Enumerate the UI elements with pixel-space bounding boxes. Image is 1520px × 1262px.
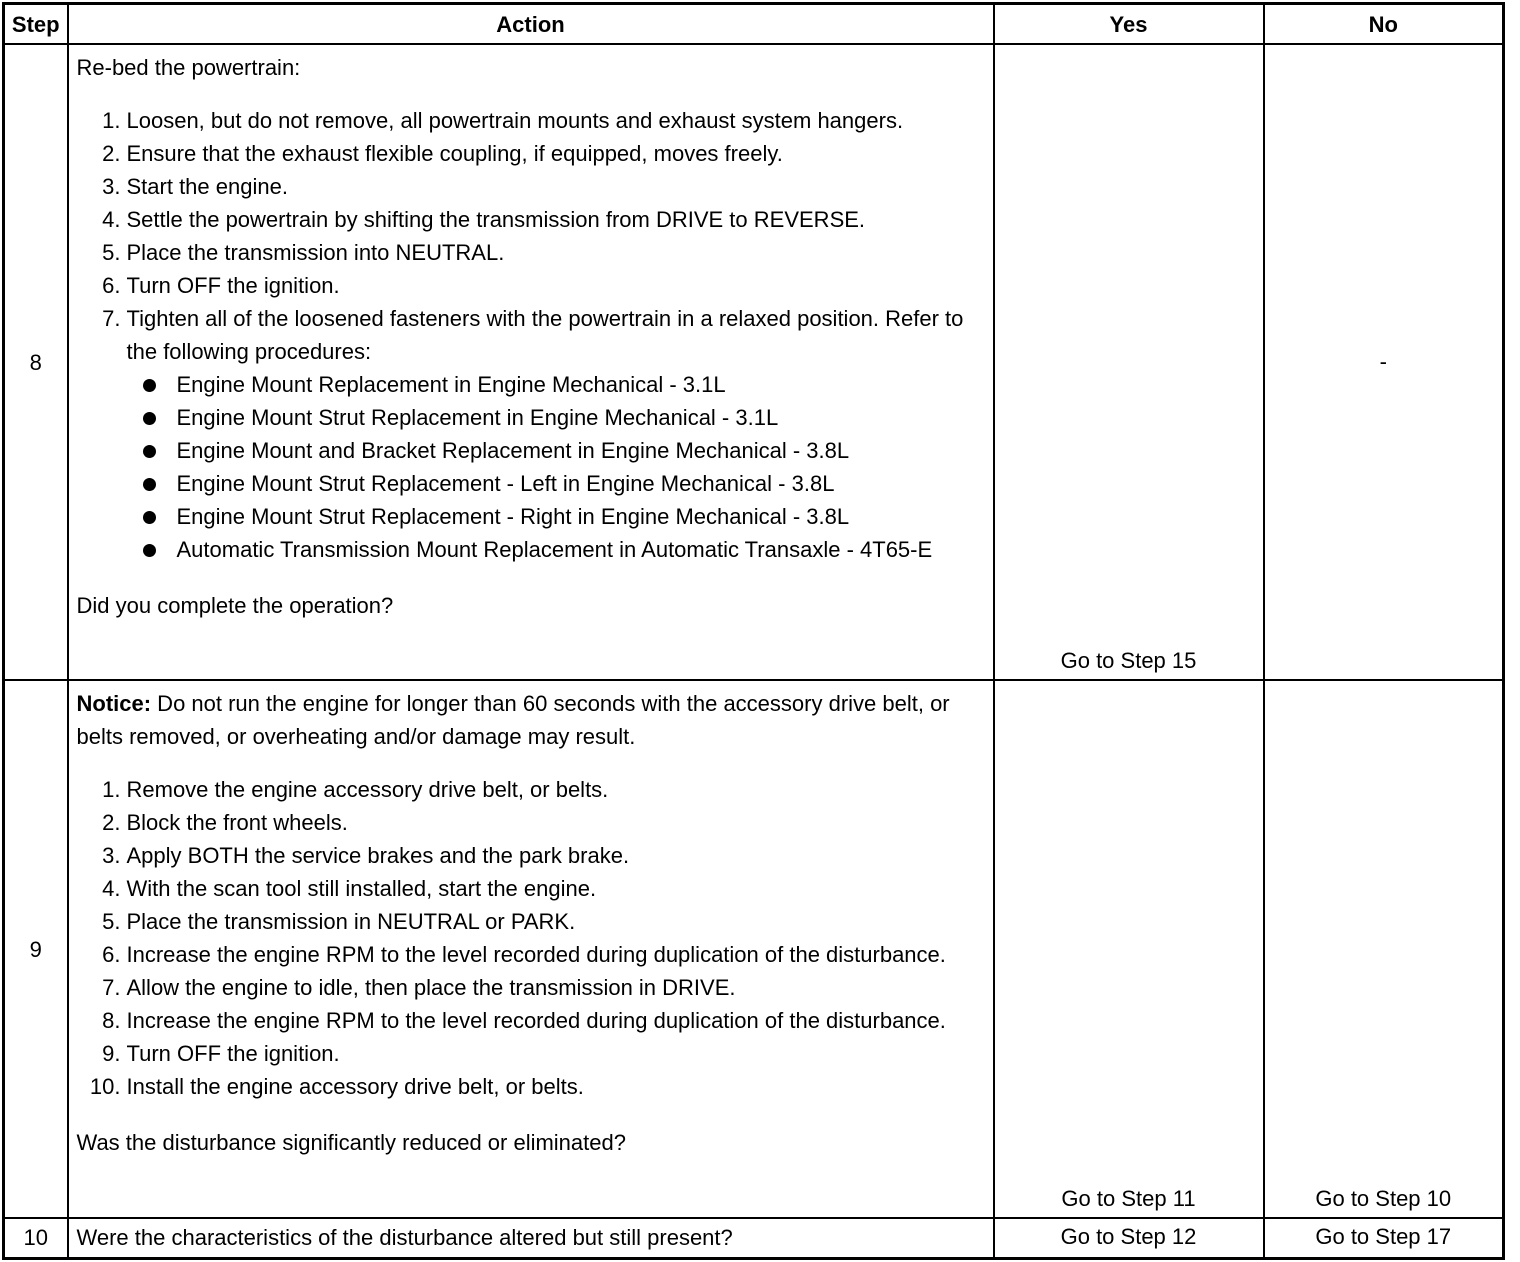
item-number: 10.: [89, 1074, 121, 1099]
no-result: Go to Step 10: [1264, 680, 1504, 1218]
no-result: -: [1264, 44, 1504, 680]
sublist-item: [127, 434, 985, 467]
list-item: [77, 203, 985, 236]
no-result: Go to Step 17: [1264, 1218, 1504, 1258]
notice-label: Notice:: [76, 691, 152, 716]
bullet-icon: [127, 500, 177, 533]
sublist-item-text: Engine Mount Strut Replacement in Engine Mechanical - 3.1L: [176, 405, 779, 430]
yes-result: Go to Step 12: [994, 1218, 1264, 1258]
item-number: 8.: [102, 1008, 121, 1033]
header-action: Action: [68, 4, 994, 45]
list-item: [77, 137, 985, 170]
item-number: 3.: [102, 843, 121, 868]
list-item: [77, 1004, 985, 1037]
item-text: Place the transmission into NEUTRAL.: [126, 240, 505, 265]
sublist-item-text: Engine Mount Replacement in Engine Mechanical - 3.1L: [176, 372, 726, 397]
item-text: Remove the engine accessory drive belt, or belts.: [126, 777, 609, 802]
item-text: Turn OFF the ignition.: [126, 1041, 340, 1066]
sublist-item: [127, 401, 985, 434]
item-text: Increase the engine RPM to the level recorded during duplication of the disturbance.: [126, 942, 946, 967]
item-text: With the scan tool still installed, start the engine.: [126, 876, 597, 901]
list-item: [77, 872, 985, 905]
list-item: [77, 806, 985, 839]
list-item: [77, 302, 985, 566]
list-item: [77, 839, 985, 872]
item-text: Block the front wheels.: [126, 810, 348, 835]
list-item: [77, 1037, 985, 1070]
item-number: 3.: [102, 174, 121, 199]
sublist-item: [127, 500, 985, 533]
table-row-step-9: [4, 680, 1504, 1218]
item-number: 5.: [102, 909, 121, 934]
step-number: 8: [4, 44, 68, 680]
header-yes: Yes: [994, 4, 1264, 45]
item-number: 2.: [102, 810, 121, 835]
diagnostic-table: [2, 2, 1505, 1260]
item-number: 9.: [102, 1041, 121, 1066]
item-text: Allow the engine to idle, then place the transmission in DRIVE.: [126, 975, 736, 1000]
item-text: Turn OFF the ignition.: [126, 273, 340, 298]
procedure-sublist: [127, 368, 985, 566]
sublist-item-text: Engine Mount Strut Replacement - Right in Engine Mechanical - 3.8L: [176, 504, 850, 529]
list-item: [77, 104, 985, 137]
item-number: 4.: [102, 876, 121, 901]
header-row: [4, 4, 1504, 45]
list-item: [77, 905, 985, 938]
action-cell: [68, 680, 994, 1218]
item-number: 1.: [102, 777, 121, 802]
yes-result: Go to Step 15: [994, 44, 1264, 680]
item-text: Apply BOTH the service brakes and the park brake.: [126, 843, 630, 868]
item-number: 2.: [102, 141, 121, 166]
header-step: Step: [4, 4, 68, 45]
bullet-icon: [127, 401, 177, 434]
item-text: Settle the powertrain by shifting the transmission from DRIVE to REVERSE.: [126, 207, 866, 232]
item-number: 1.: [102, 108, 121, 133]
bullet-icon: [127, 467, 177, 500]
item-text: Place the transmission in NEUTRAL or PARK.: [126, 909, 576, 934]
item-number: 5.: [102, 240, 121, 265]
action-intro: Re-bed the powertrain:: [76, 55, 301, 80]
sublist-item-text: Automatic Transmission Mount Replacement in Automatic Transaxle - 4T65-E: [176, 537, 933, 562]
step-number: 10: [4, 1218, 68, 1258]
item-number: 7.: [102, 975, 121, 1000]
sublist-item: [127, 533, 985, 566]
list-item: [77, 269, 985, 302]
action-cell: [68, 44, 994, 680]
item-text: Tighten all of the loosened fasteners with the powertrain in a relaxed position. Refer to the following procedures:: [126, 306, 964, 364]
notice-text: Do not run the engine for longer than 60 seconds with the accessory drive belt, or belts removed, or overheating and/or damage may result.: [76, 691, 950, 749]
list-item: [77, 1070, 985, 1103]
action-question: Were the characteristics of the disturbance altered but still present?: [68, 1218, 994, 1258]
header-no: No: [1264, 4, 1504, 45]
bullet-icon: [127, 434, 177, 467]
sublist-item: [127, 368, 985, 401]
bullet-icon: [127, 533, 177, 566]
item-text: Loosen, but do not remove, all powertrain mounts and exhaust system hangers.: [126, 108, 904, 133]
item-number: 7.: [102, 306, 121, 331]
step-number: 9: [4, 680, 68, 1218]
list-item: [77, 971, 985, 1004]
item-text: Start the engine.: [126, 174, 288, 199]
sublist-item-text: Engine Mount and Bracket Replacement in Engine Mechanical - 3.8L: [176, 438, 850, 463]
action-question: Was the disturbance significantly reduced or eliminated?: [76, 1130, 626, 1155]
item-text: Install the engine accessory drive belt, or belts.: [126, 1074, 584, 1099]
item-text: Increase the engine RPM to the level recorded during duplication of the disturbance.: [126, 1008, 946, 1033]
procedure-list: [77, 773, 985, 1103]
sublist-item-text: Engine Mount Strut Replacement - Left in Engine Mechanical - 3.8L: [176, 471, 835, 496]
item-text: Ensure that the exhaust flexible coupling, if equipped, moves freely.: [126, 141, 783, 166]
sublist-item: [127, 467, 985, 500]
list-item: [77, 170, 985, 203]
item-body: [127, 302, 985, 566]
notice: [77, 687, 985, 753]
bullet-icon: [127, 368, 177, 401]
list-item: [77, 938, 985, 971]
table-row-step-8: [4, 44, 1504, 680]
procedure-list: [77, 104, 985, 566]
list-item: [77, 773, 985, 806]
item-number: 6.: [102, 273, 121, 298]
yes-result: Go to Step 11: [994, 680, 1264, 1218]
table-row-step-10: [4, 1218, 1504, 1258]
list-item: [77, 236, 985, 269]
item-number: 6.: [102, 942, 121, 967]
item-number: 4.: [102, 207, 121, 232]
action-question: Did you complete the operation?: [76, 593, 394, 618]
